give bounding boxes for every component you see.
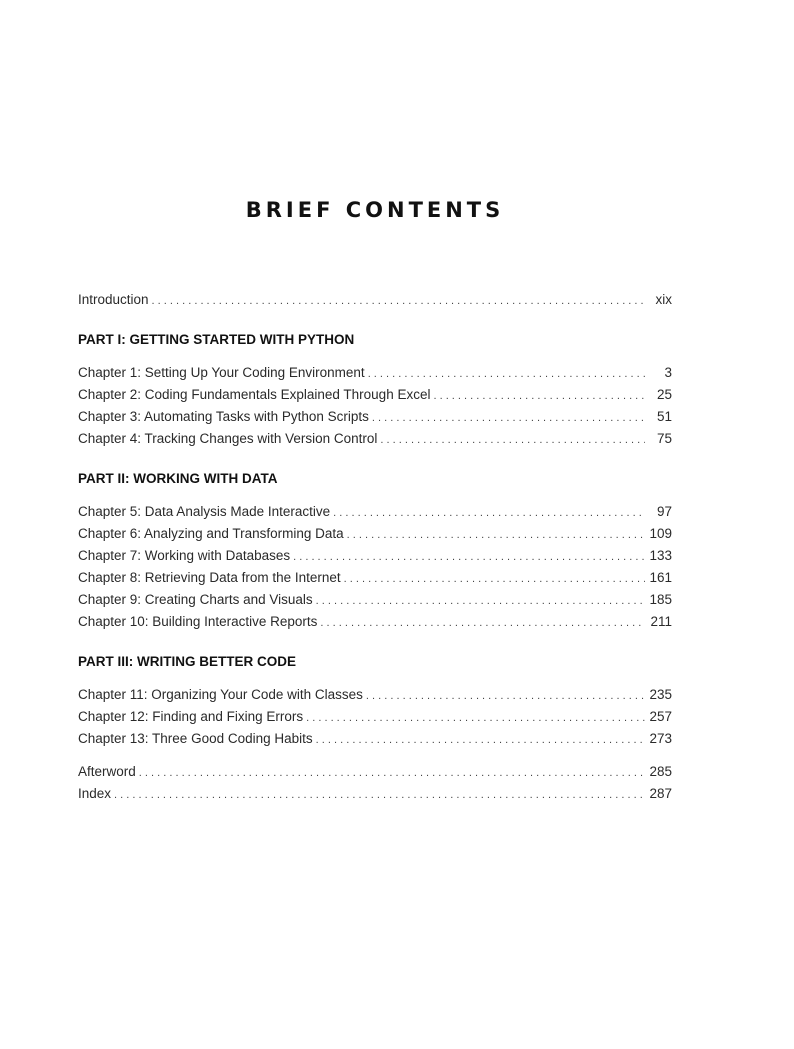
dot-leader: [372, 407, 645, 429]
toc-entry-afterword: [78, 761, 672, 783]
page-title: BRIEF CONTENTS: [245, 198, 505, 222]
dot-leader: [320, 612, 645, 634]
toc-entry-label: Chapter 3: Automating Tasks with Python Scripts: [78, 409, 369, 424]
toc-entry-index: [78, 783, 672, 805]
toc-entry-label: Chapter 9: Creating Charts and Visuals: [78, 592, 313, 607]
toc-entry-chapter: [78, 706, 672, 728]
dot-leader: [433, 385, 645, 407]
toc-entry-page: 109: [649, 526, 672, 541]
toc-entry-page: 133: [649, 548, 672, 563]
dot-leader: [366, 685, 645, 707]
toc-entry-page: 97: [656, 504, 672, 519]
dot-leader: [306, 707, 645, 729]
toc-entry-chapter: [78, 428, 672, 450]
toc-entry-page: xix: [655, 292, 672, 307]
toc-entry-page: 273: [649, 731, 672, 746]
toc-entry-label: Afterword: [78, 764, 136, 779]
toc-entry-chapter: [78, 523, 672, 545]
toc-entry-label: Chapter 12: Finding and Fixing Errors: [78, 709, 304, 724]
toc-entry-label: Chapter 7: Working with Databases: [78, 548, 291, 563]
toc-entry-chapter: [78, 406, 672, 428]
toc-entry-label: Chapter 8: Retrieving Data from the Internet: [78, 570, 341, 585]
toc-entry-page: 287: [649, 786, 672, 801]
toc-entry-label: Chapter 11: Organizing Your Code with Classes: [78, 687, 363, 702]
toc-entry-chapter: [78, 589, 672, 611]
dot-leader: [316, 729, 645, 751]
toc-entry-page: 211: [650, 614, 672, 629]
toc-entry-page: 285: [649, 764, 672, 779]
section-gap: [78, 750, 672, 761]
toc-entry-chapter: [78, 501, 672, 523]
toc-entry-page: 257: [649, 709, 672, 724]
toc-entry-label: Index: [78, 786, 112, 801]
dot-leader: [152, 290, 645, 312]
dot-leader: [347, 524, 645, 546]
toc-entry-chapter: [78, 567, 672, 589]
dot-leader: [316, 590, 645, 612]
toc-entry-page: 75: [656, 431, 672, 446]
toc-entry-chapter: [78, 728, 672, 750]
toc-entry-label: Chapter 2: Coding Fundamentals Explained Through Excel: [78, 387, 431, 402]
dot-leader: [139, 762, 645, 784]
toc-entry-chapter: [78, 611, 672, 633]
toc-entry-page: 3: [664, 365, 672, 380]
toc-entry-page: 25: [656, 387, 672, 402]
part-heading-3: PART III: WRITING BETTER CODE: [78, 654, 296, 669]
part-heading-1: PART I: GETTING STARTED WITH PYTHON: [78, 332, 355, 347]
toc-entry-label: Chapter 13: Three Good Coding Habits: [78, 731, 313, 746]
toc-entry-label: Chapter 4: Tracking Changes with Version Control: [78, 431, 378, 446]
toc-entry-label: Chapter 10: Building Interactive Reports: [78, 614, 318, 629]
dot-leader: [380, 429, 645, 451]
toc-entry-label: Chapter 1: Setting Up Your Coding Environment: [78, 365, 365, 380]
toc-entry-label: Chapter 5: Data Analysis Made Interactive: [78, 504, 331, 519]
dot-leader: [293, 546, 645, 568]
toc-entry-chapter: [78, 384, 672, 406]
part-heading-2: PART II: WORKING WITH DATA: [78, 471, 278, 486]
toc-entry-page: 51: [656, 409, 672, 424]
dot-leader: [333, 502, 645, 524]
dot-leader: [114, 784, 645, 806]
toc-entry-label: Chapter 6: Analyzing and Transforming Data: [78, 526, 344, 541]
toc-entry-label: Introduction: [78, 292, 149, 307]
toc-entry-chapter: [78, 684, 672, 706]
dot-leader: [344, 568, 645, 590]
toc-entry-chapter: [78, 362, 672, 384]
toc-entry-page: 235: [649, 687, 672, 702]
toc-entry-introduction: [78, 289, 672, 311]
toc-entry-page: 161: [649, 570, 672, 585]
table-of-contents: [78, 289, 672, 805]
toc-entry-page: 185: [649, 592, 672, 607]
toc-entry-chapter: [78, 545, 672, 567]
dot-leader: [368, 363, 645, 385]
